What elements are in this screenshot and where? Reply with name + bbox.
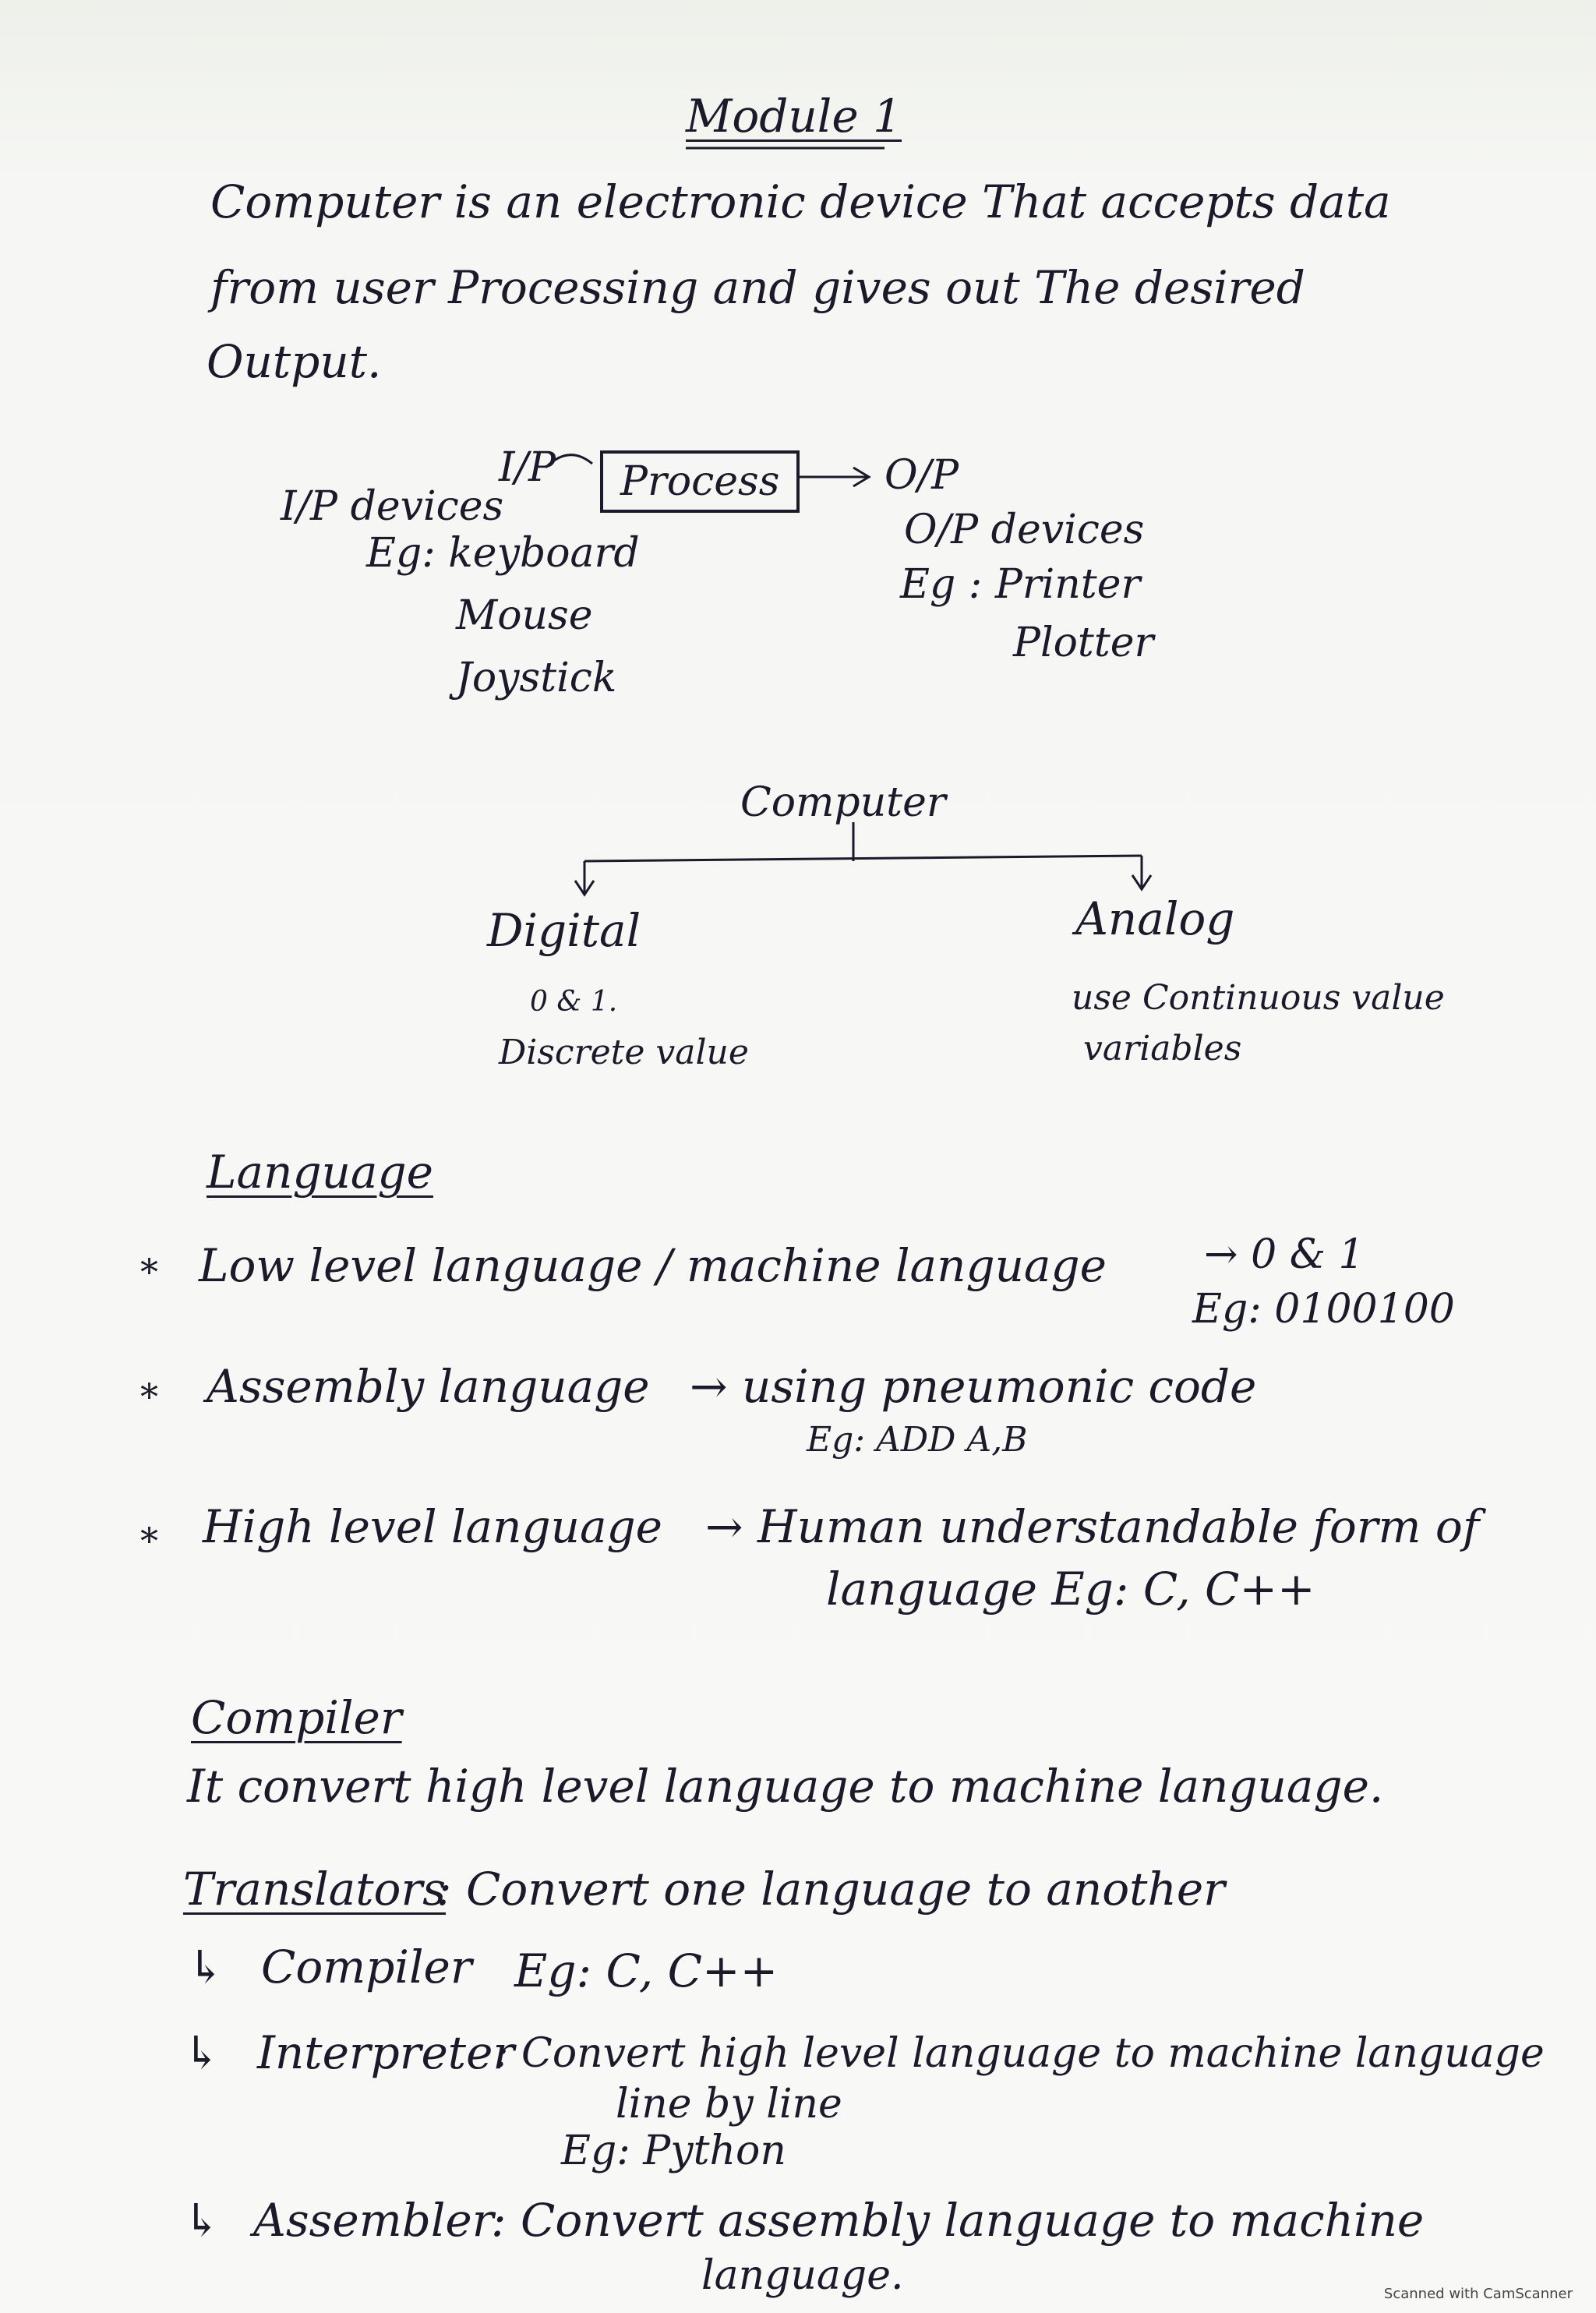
output-device-plotter: Plotter [1013,620,1154,666]
definition-line-1: Computer is an electronic device That accepts data [210,175,1391,228]
tree-digital-line-2: Discrete value [499,1033,749,1072]
entry-interpreter-line-3: Eg: Python [561,2128,786,2174]
compiler-heading: Compiler [191,1691,402,1744]
definition-line-2: from user Processing and gives out The desired [210,261,1305,314]
output-devices-title: O/P devices [904,507,1145,553]
compiler-definition: It convert high level language to machine language. [187,1760,1384,1813]
output-devices-eg: Eg : Printer [900,561,1141,608]
input-devices-title: I/P devices [281,483,504,530]
language-item-1-eg: Eg: 0100100 [1192,1286,1455,1333]
tree-root-computer: Computer [740,779,946,826]
language-bullet-1: * [140,1251,158,1293]
language-item-3-eg: language Eg: C, C++ [826,1563,1315,1616]
entry-compiler-line-1: Eg: C, C++ [514,1944,779,1997]
entry-compiler-label: Compiler [261,1940,472,1993]
language-item-3-arrow: → Human understandable form of [705,1500,1480,1553]
input-device-joystick: Joystick [456,655,617,701]
tree-bar [584,856,1142,861]
entry-assembler-arrow: ↳ [183,2194,221,2247]
language-item-2-eg: Eg: ADD A,B [807,1420,1028,1460]
language-item-2-arrow: → using pneumonic code [690,1360,1257,1413]
tree-analog-label: Analog [1075,892,1235,945]
language-item-2-text: Assembly language [207,1360,650,1413]
language-bullet-2: * [140,1375,158,1418]
language-heading: Language [207,1146,433,1199]
language-bullet-3: * [140,1520,158,1562]
language-item-1-arrow: → 0 & 1 [1204,1231,1365,1278]
entry-assembler-line-2: language. [701,2252,904,2299]
language-item-1-text: Low level language / machine language [199,1239,1107,1292]
scanner-footer: Scanned with CamScanner [1383,2286,1573,2302]
translators-label: Translators [183,1863,446,1916]
ip-label: I/P [499,444,556,491]
entry-interpreter-line-2: line by line [616,2081,842,2128]
entry-interpreter-arrow: ↳ [183,2026,221,2079]
entry-interpreter-label: Interpreter [257,2026,515,2079]
entry-assembler-label: Assembler [253,2194,494,2247]
entry-compiler-arrow: ↳ [187,1940,225,1993]
entry-assembler-line-1: : Convert assembly language to machine [491,2194,1425,2247]
translators-definition: : Convert one language to another [436,1863,1225,1916]
entry-interpreter-line-1: : Convert high level language to machine language [495,2030,1545,2077]
definition-line-3: Output. [207,335,382,388]
language-item-3-text: High level language [203,1500,662,1553]
tree-digital-line-1: 0 & 1. [530,986,618,1018]
input-device-mouse: Mouse [456,592,593,639]
process-box: Process [600,450,800,513]
tree-digital-label: Digital [487,904,641,957]
input-devices-eg: Eg: keyboard [366,530,640,577]
page-title: Module 1 [686,90,902,143]
tree-analog-line-2: variables [1083,1029,1242,1068]
tree-analog-line-1: use Continuous value [1072,978,1445,1018]
op-label: O/P [885,452,959,499]
